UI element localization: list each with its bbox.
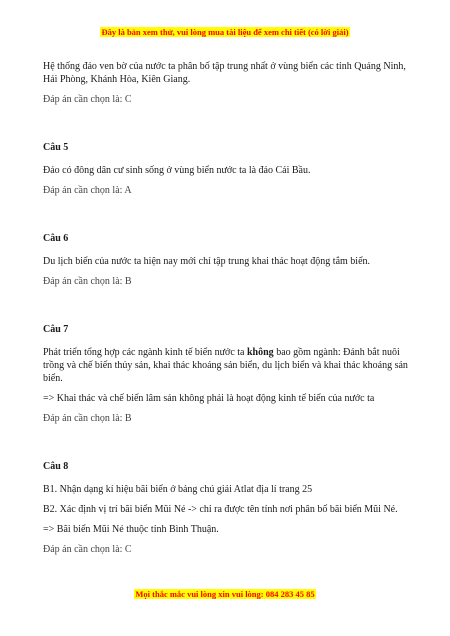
document-content: [43, 60, 413, 563]
q5-answer: Đáp án cần chọn là: A: [43, 185, 132, 196]
q6-title: Câu 6: [43, 233, 69, 244]
contact-notice-banner: [0, 589, 450, 599]
q8-explain: => Bãi biển Mũi Né thuộc tỉnh Bình Thuận.: [43, 524, 219, 535]
preview-notice-banner: [0, 27, 450, 37]
q7-text-before: Phát triển tổng hợp các ngành kinh tế biển nước ta: [43, 347, 247, 358]
q8-step2: B2. Xác định vị trí bãi biển Mũi Né -> chỉ ra được tên tỉnh nơi phân bố bãi biển Mũi Né.: [43, 504, 398, 515]
q7-text: [43, 346, 413, 385]
contact-notice-text: Mọi thắc mắc vui lòng xin vui lòng: 084 283 45 85: [135, 589, 315, 599]
q7-text-bold: không: [247, 347, 274, 358]
q7-explain: => Khai thác và chế biến lâm sản không phải là hoạt động kinh tế biển của nước ta: [43, 393, 375, 404]
q7-text-after: bao gồm ngành: Đánh bắt nuôi trồng và chế biến thủy sản, khai thác khoáng sản biển, du lịch biển và khai thác khoáng sản biển.: [43, 347, 408, 384]
preview-notice-text: Đây là bản xem thử, vui lòng mua tài liệu để xem chi tiết (có lời giải): [101, 27, 349, 37]
q7-title: Câu 7: [43, 324, 69, 335]
q4-text: Hệ thống đảo ven bờ của nước ta phân bố tập trung nhất ở vùng biển các tỉnh Quảng Ninh, Hải Phòng, Khánh Hòa, Kiên Giang.: [43, 61, 406, 85]
q8-title: Câu 8: [43, 461, 69, 472]
q6-answer: Đáp án cần chọn là: B: [43, 276, 132, 287]
q5-text: Đảo có đông dân cư sinh sống ở vùng biển nước ta là đảo Cái Bầu.: [43, 165, 311, 176]
q8-step1: B1. Nhận dạng kí hiệu bãi biển ở bảng chú giải Atlat địa lí trang 25: [43, 484, 313, 495]
q8-answer: Đáp án cần chọn là: C: [43, 544, 132, 555]
q5-title: Câu 5: [43, 142, 69, 153]
q6-text: Du lịch biển của nước ta hiện nay mới chỉ tập trung khai thác hoạt động tắm biển.: [43, 256, 371, 267]
q7-answer: Đáp án cần chọn là: B: [43, 413, 132, 424]
q4-answer: Đáp án cần chọn là: C: [43, 94, 132, 105]
